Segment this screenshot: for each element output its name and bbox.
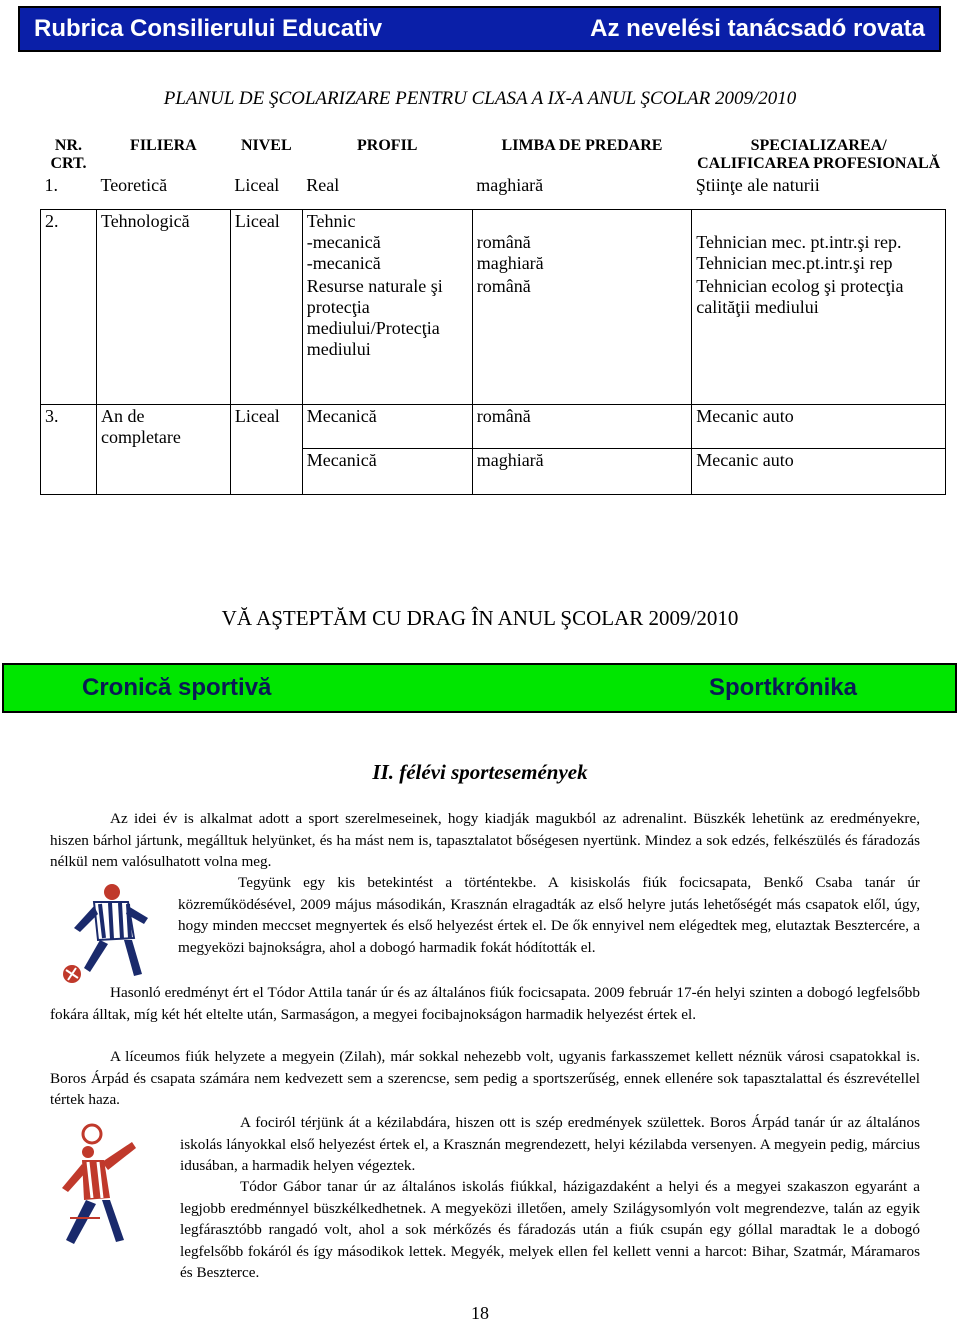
- banner-title-hu: Az nevelési tanácsadó rovata: [590, 15, 925, 42]
- paragraph: [180, 1112, 920, 1177]
- paragraph: Az idei év is alkalmat adott a sport szerelmeseinek, hogy kiadják magukból az adrenalint. Büszkék lehetünk az eredményekre, hiszen bárhol jártunk, megálltuk helyünket, és ha mást nem is, tapasztalatot bőségesen nyertünk. Mindez a sok edzés, felkészülés és fáradozás nélkül nem valósulhatott volna meg.: [50, 810, 920, 870]
- cell-nr: 2.: [41, 209, 97, 405]
- header-filiera: FILIERA: [130, 137, 197, 154]
- paragraph-text: Tódor Gábor tanar úr az általános iskolás fiúkkal, házigazdaként a helyi és a megyei szakaszon egyaránt a legjobb eredménnyel büszkélkedhetnek. A megyeközi illetően, amely Szilágysomlyón volt megrendezve, talán az egyik legfárasztóbb rangadó volt, ahol a sok mérkőzés és fáradozás után a fiúk csupán egy góllal maradtak le a dobogó legfelsőbb fokáról és így másodikok lettek. Megyék, melyek ellen fel kellett venni a harcot: Bihar, Szatmár, Máramaros és Beszterce.: [180, 1178, 920, 1281]
- paragraph: [178, 872, 920, 958]
- schooling-plan-table: [40, 136, 946, 495]
- paragraph: [50, 1176, 920, 1284]
- cell-profil: Mecanică: [302, 405, 472, 449]
- cell-spec: Mecanic auto: [692, 449, 946, 495]
- cell-limba: română maghiară: [472, 209, 692, 275]
- page-number: 18: [471, 1303, 489, 1323]
- cell-profil: Mecanică: [302, 449, 472, 495]
- cell-filiera: An de completare: [96, 405, 230, 495]
- sport-banner: [2, 663, 957, 713]
- cell-nivel: Liceal: [230, 209, 302, 405]
- cell-spec: Mecanic auto: [692, 405, 946, 449]
- paragraph: A líceumos fiúk helyzete a megyein (Zilah), már sokkal nehezebb volt, ugyanis farkasszemet kellett néznük városi csapatokkal is. Boros Árpád és csapata számára nem kedvezett sem a szerencse, sem pedig a sportszerűség, ennek ellenére sok tapasztalattal és észrevétellel tértek haza.: [50, 1048, 920, 1108]
- sport-banner-title-ro: Cronică sportivă: [82, 674, 272, 701]
- football-player-icon: [50, 880, 170, 995]
- cell-profil: Tehnic -mecanică -mecanică: [302, 209, 472, 275]
- table-row: [41, 174, 946, 197]
- invitation-text: VĂ AŞTEPTĂM CU DRAG ÎN ANUL ŞCOLAR 2009/2010: [221, 606, 739, 630]
- cell-filiera: Tehnologică: [96, 209, 230, 405]
- paragraph-text: A fociról térjünk át a kézilabdára, hiszen ott is szép eredmények születtek. Boros Árpád tanár úr az általános iskolás lányokkal első helyezést értek el, a Krasznán megrendezett, helyi kézilabda versenyen. A megyein pedig, március idusában, a harmadik helyen végeztek.: [180, 1114, 920, 1174]
- cell-spec: Ştiinţe ale naturii: [695, 175, 820, 195]
- banner-title-ro: Rubrica Consilierului Educativ: [34, 15, 383, 42]
- table-row: [41, 209, 946, 275]
- header-limba: LIMBA DE PREDARE: [501, 137, 663, 154]
- sport-banner-title-hu: Sportkrónika: [708, 674, 857, 701]
- spacer: [41, 197, 946, 209]
- cell-spec: Tehnician ecolog şi protecţia calităţii mediului: [692, 275, 946, 405]
- cell-spec: Tehnician mec. pt.intr.şi rep. Tehnician mec.pt.intr.şi rep: [692, 209, 946, 275]
- cell-profil: Resurse naturale şi protecţia mediului/Protecţia mediului: [302, 275, 472, 405]
- cell-limba: română: [472, 275, 692, 405]
- cell-limba: română: [472, 405, 692, 449]
- table-header-row: [41, 136, 946, 174]
- table-row: [41, 405, 946, 449]
- cell-limba: maghiară: [472, 449, 692, 495]
- header-spec: SPECIALIZAREA/ CALIFICAREA PROFESIONALĂ: [697, 137, 941, 172]
- header-nivel: NIVEL: [240, 137, 292, 154]
- cell-nr: 3.: [41, 405, 97, 495]
- header-nr: NR. CRT.: [50, 137, 87, 172]
- cell-nivel: Liceal: [234, 175, 280, 195]
- header-profil: PROFIL: [357, 137, 418, 154]
- header-banner: [18, 6, 941, 52]
- cell-filiera: Teoretică: [100, 175, 168, 195]
- cell-nr: 1.: [44, 175, 58, 195]
- paragraph: Hasonló eredményt ért el Tódor Attila tanár úr és az általános fiúk focicsapata. 2009 február 17-én helyi szinten a dobogó legfelsőbb fokára álltak, míg két hét eltelte után, Sarmaságon, a megyei focibajnokságon harmadik helyezést értek el.: [50, 984, 920, 1023]
- cell-nivel: Liceal: [230, 405, 302, 495]
- cell-limba: maghiară: [476, 175, 544, 195]
- plan-title: PLANUL DE ŞCOLARIZARE PENTRU CLASA A IX-A ANUL ŞCOLAR 2009/2010: [163, 88, 797, 109]
- sport-section-title: II. félévi sportesemények: [372, 760, 588, 784]
- paragraph-text: Tegyünk egy kis betekintést a történtekbe. A kisiskolás fiúk focicsapata, Benkő Csaba tanár úr közreműködésével, 2009 május másodikán, Krasznán elragadták az első helyre jutás lehetőségét más csapatok elől, úgy, hogy minden meccset megnyertek és első helyezést értek el. De ők ennyivel nem elégedtek meg, elutaztak Besztercére, a megyeközi bajnokságra, ahol a dobogó harmadik fokát hódították el.: [178, 874, 920, 956]
- cell-profil: Real: [306, 175, 340, 195]
